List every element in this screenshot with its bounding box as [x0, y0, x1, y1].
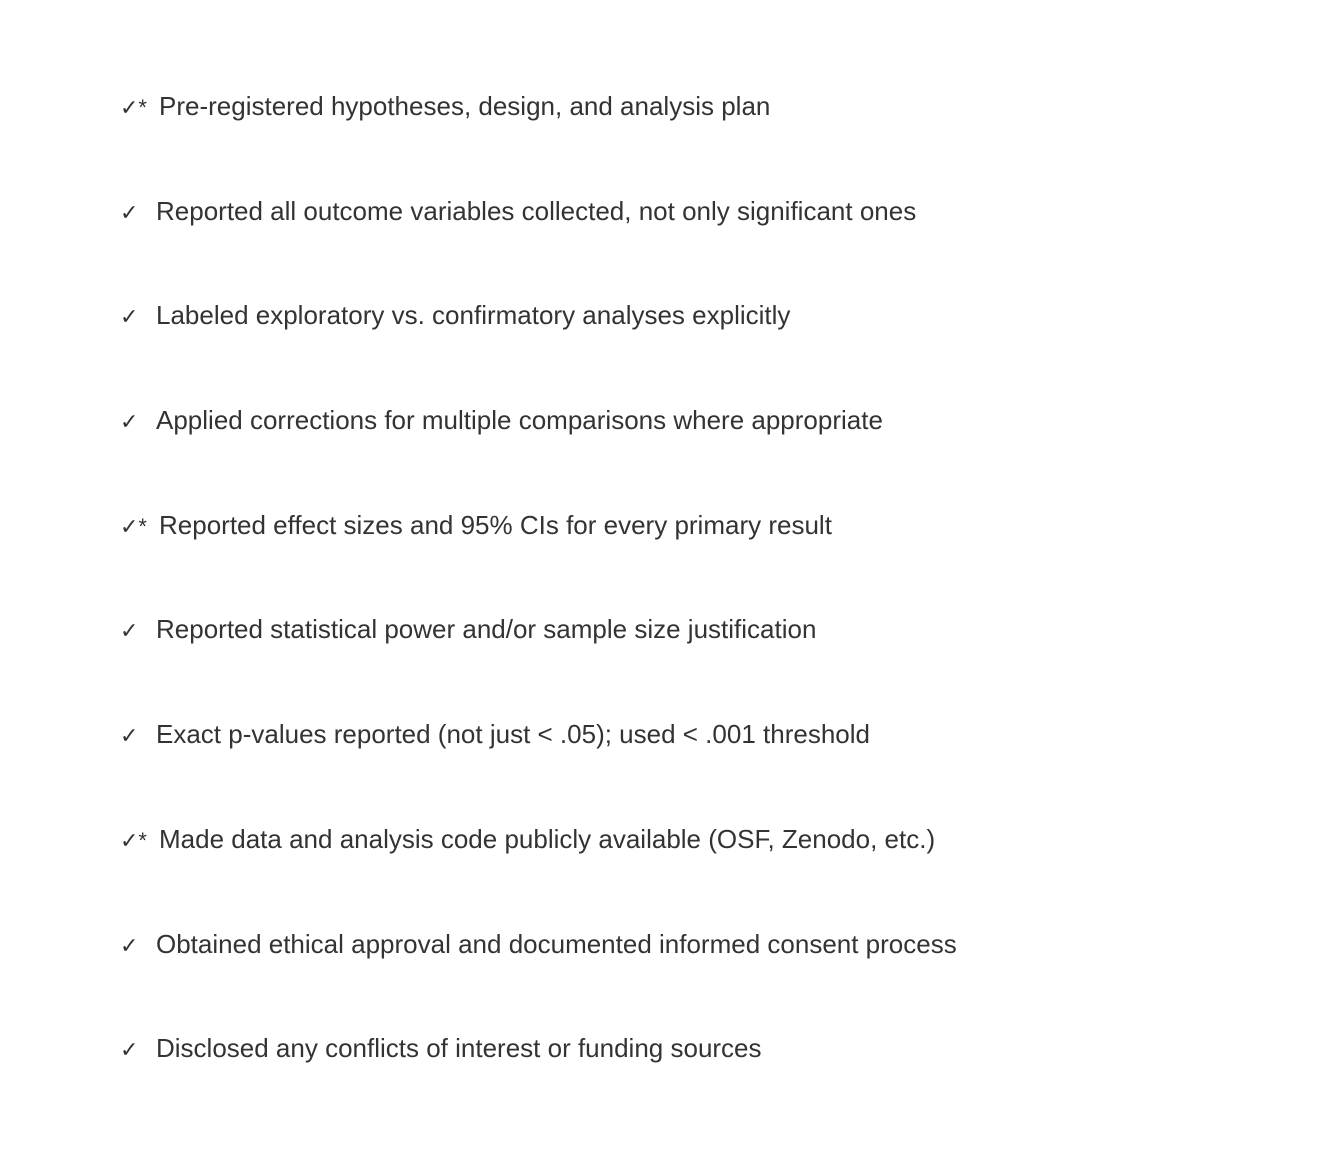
check-star-icon: ✓*	[120, 827, 147, 853]
checklist-item-text: Exact p-values reported (not just < .05); used < .001 threshold	[156, 719, 870, 750]
check-icon: ✓	[120, 723, 139, 749]
checklist-item	[120, 996, 957, 1101]
checklist-item	[120, 892, 957, 997]
checklist	[120, 54, 957, 1101]
checklist-item-text: Reported statistical power and/or sample size justification	[156, 614, 817, 645]
checklist-item-text: Made data and analysis code publicly available (OSF, Zenodo, etc.)	[159, 823, 936, 854]
checklist-item-text: Reported all outcome variables collected, not only significant ones	[156, 195, 917, 226]
checklist-item	[120, 473, 957, 578]
checklist-item-text: Reported effect sizes and 95% CIs for every primary result	[159, 509, 832, 540]
check-icon: ✓	[120, 304, 139, 330]
check-icon: ✓	[120, 199, 139, 225]
checklist-item	[120, 682, 957, 787]
check-icon: ✓	[120, 409, 139, 435]
check-icon: ✓	[120, 618, 139, 644]
check-star-icon: ✓*	[120, 95, 147, 120]
check-icon: ✓	[120, 932, 139, 958]
checklist-item	[120, 577, 957, 682]
checklist-item-text: Pre-registered hypotheses, design, and analysis plan	[159, 91, 771, 121]
checklist-item-text: Labeled exploratory vs. confirmatory analyses explicitly	[156, 300, 791, 331]
check-star-icon: ✓*	[120, 513, 147, 539]
checklist-item	[120, 54, 957, 159]
checklist-item	[120, 263, 957, 368]
checklist-item-text: Disclosed any conflicts of interest or funding sources	[156, 1033, 762, 1064]
checklist-item-text: Obtained ethical approval and documented informed consent process	[156, 928, 957, 959]
checklist-item	[120, 787, 957, 892]
checklist-item	[120, 159, 957, 264]
checklist-item-text: Applied corrections for multiple comparisons where appropriate	[156, 405, 883, 436]
checklist-item	[120, 368, 957, 473]
check-icon: ✓	[120, 1037, 139, 1063]
